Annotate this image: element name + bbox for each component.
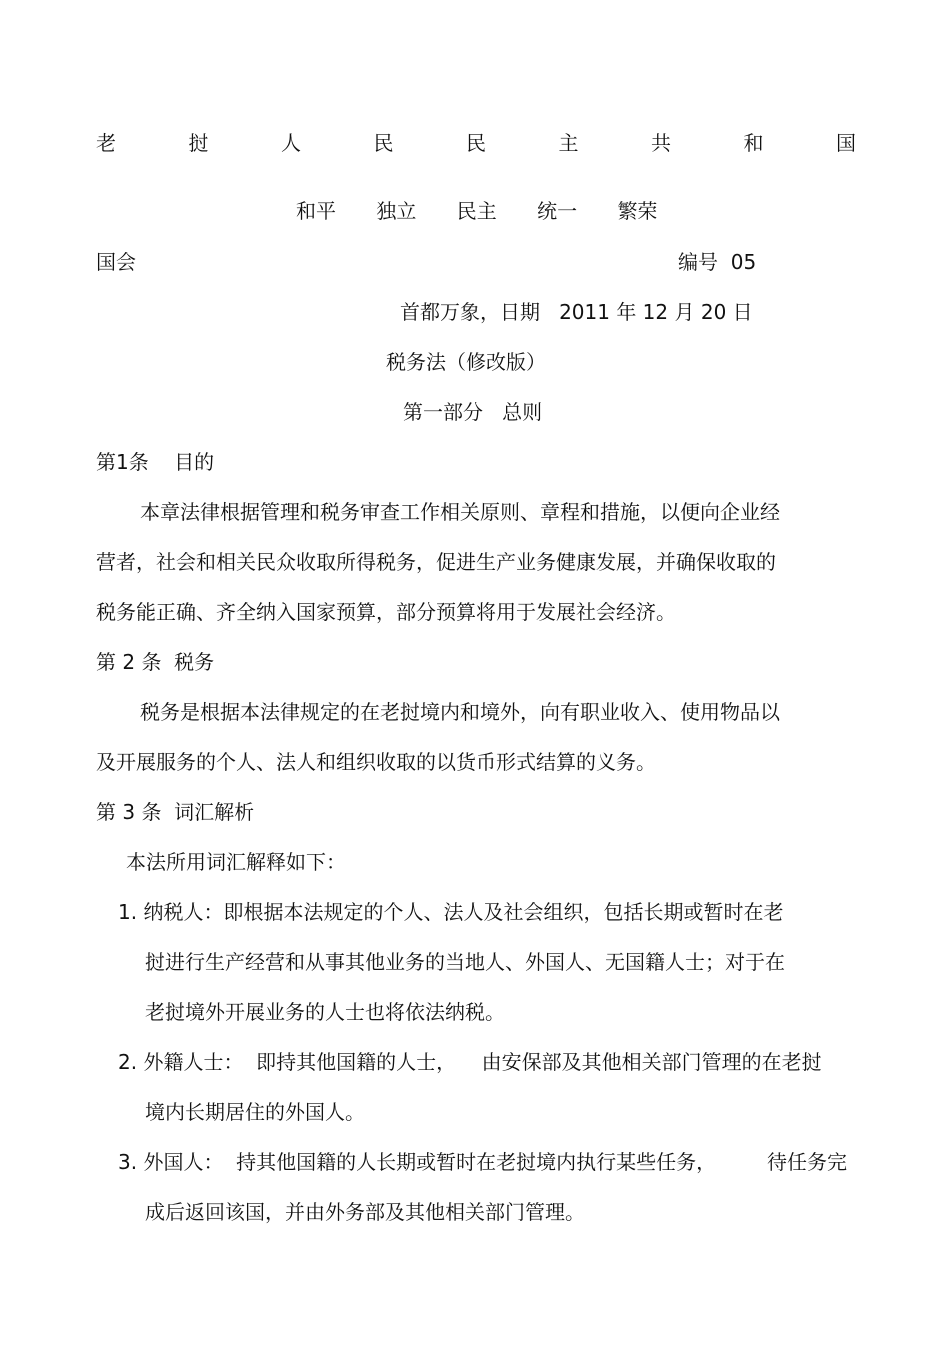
law-title: 税务法（修改版） bbox=[386, 350, 546, 374]
definition-item-2: 2. 外籍人士： 即持其他国籍的人士， 由安保部及其他相关部门管理的在老挝 bbox=[118, 1050, 822, 1074]
country-char: 民 bbox=[466, 131, 486, 155]
definition-item-3-cont: 成后返回该国，并由外务部及其他相关部门管理。 bbox=[145, 1200, 585, 1224]
document-number: 编号 05 bbox=[678, 250, 757, 274]
country-char: 老 bbox=[96, 131, 116, 155]
country-char: 和 bbox=[743, 131, 764, 155]
issuer: 国会 bbox=[96, 250, 136, 274]
country-char: 人 bbox=[281, 131, 301, 155]
article-1-heading: 第1条 目的 bbox=[96, 450, 215, 474]
motto-word: 统一 bbox=[537, 199, 578, 223]
country-title bbox=[96, 131, 856, 155]
article-2-heading: 第 2 条 税务 bbox=[96, 650, 215, 674]
definition-item-2-cont: 境内长期居住的外国人。 bbox=[145, 1100, 365, 1124]
article-3-intro: 本法所用词汇解释如下： bbox=[126, 850, 346, 874]
country-char: 挝 bbox=[188, 131, 209, 155]
motto-word: 和平 bbox=[296, 199, 336, 223]
article-1-line: 营者，社会和相关民众收取所得税务，促进生产业务健康发展，并确保收取的 bbox=[96, 550, 776, 574]
definition-item-1-cont: 老挝境外开展业务的人士也将依法纳税。 bbox=[145, 1000, 505, 1024]
motto-word: 民主 bbox=[456, 199, 497, 223]
motto-word: 繁荣 bbox=[617, 199, 658, 223]
article-2-line: 税务是根据本法律规定的在老挝境内和境外，向有职业收入、使用物品以 bbox=[140, 700, 780, 724]
article-3-heading: 第 3 条 词汇解析 bbox=[96, 800, 255, 824]
place-date: 首都万象，日期 2011 年 12 月 20 日 bbox=[400, 300, 753, 324]
definition-item-3: 3. 外国人： 持其他国籍的人长期或暂时在老挝境内执行某些任务， 待任务完 bbox=[118, 1150, 848, 1174]
article-1-line: 本章法律根据管理和税务审查工作相关原则、章程和措施，以便向企业经 bbox=[140, 500, 780, 524]
motto-word: 独立 bbox=[376, 199, 417, 223]
article-2-line: 及开展服务的个人、法人和组织收取的以货币形式结算的义务。 bbox=[96, 750, 656, 774]
country-char: 共 bbox=[651, 131, 671, 155]
country-char: 主 bbox=[558, 131, 579, 155]
country-char: 民 bbox=[373, 131, 394, 155]
country-char: 国 bbox=[836, 131, 856, 155]
part-title: 第一部分 总则 bbox=[403, 400, 543, 424]
definition-item-1-cont: 挝进行生产经营和从事其他业务的当地人、外国人、无国籍人士；对于在 bbox=[145, 950, 785, 974]
definition-item-1: 1. 纳税人：即根据本法规定的个人、法人及社会组织，包括长期或暂时在老 bbox=[118, 900, 784, 924]
national-motto bbox=[296, 199, 657, 223]
article-1-line: 税务能正确、齐全纳入国家预算，部分预算将用于发展社会经济。 bbox=[96, 600, 676, 624]
